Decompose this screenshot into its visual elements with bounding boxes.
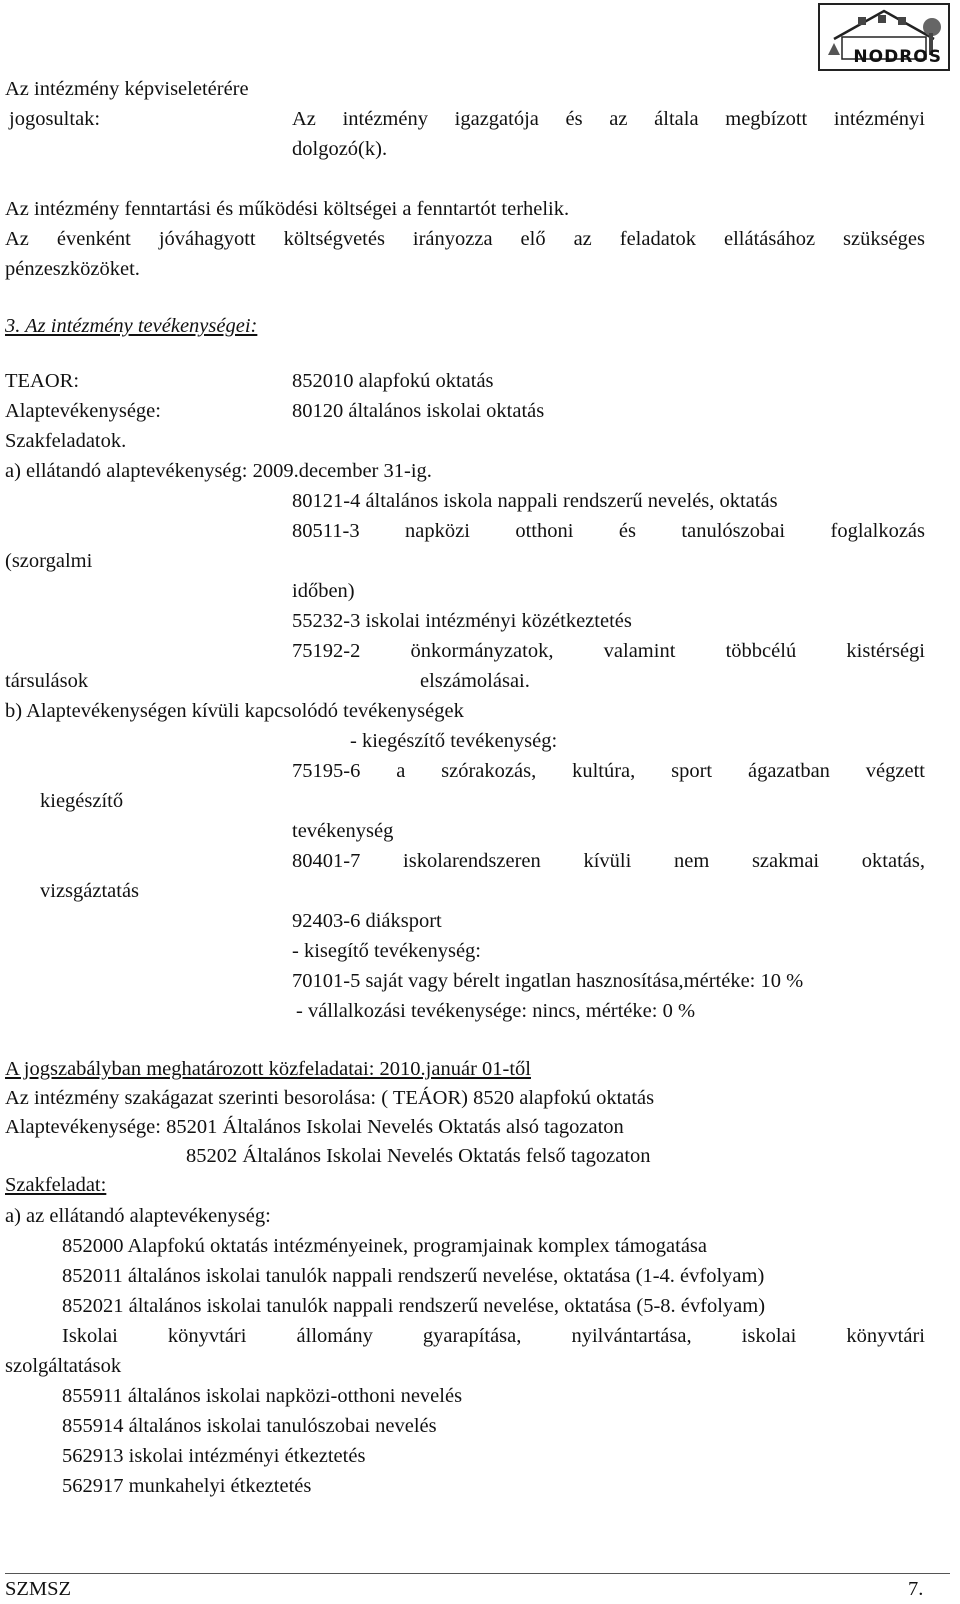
task-80401: 80401-7 iskolarendszeren kívüli nem szakmai oktatás,	[292, 850, 925, 872]
core-activity-value: 80120 általános iskolai oktatás	[292, 400, 545, 422]
task-70101: 70101-5 saját vagy bérelt ingatlan hasznosítása,mértéke: 10 %	[292, 970, 804, 992]
task-92403: 92403-6 diáksport	[292, 910, 442, 932]
task-75192-cont: társulások	[5, 670, 89, 692]
task-80511-cont2: időben)	[292, 580, 355, 602]
tasks-a-line: a) ellátandó alaptevékenység: 2009.december 31-ig.	[5, 460, 432, 482]
teaor-value: 852010 alapfokú oktatás	[292, 370, 494, 392]
task-80511-cont: (szorgalmi	[5, 550, 93, 572]
task-75195-cont2: tevékenység	[292, 820, 394, 842]
authorized-value: Az intézmény igazgatója és az általa megbízott intézményi	[292, 108, 925, 130]
task-80511: 80511-3 napközi otthoni és tanulószobai foglalkozás	[292, 520, 925, 542]
task-852000: 852000 Alapfokú oktatás intézményeinek, programjainak komplex támogatása	[62, 1235, 707, 1257]
section-3-heading: 3. Az intézmény tevékenységei:	[5, 315, 258, 337]
tasks-b-line: b) Alaptevékenységen kívüli kapcsolódó tevékenységek	[5, 700, 464, 722]
task-80401-cont: vizsgáztatás	[40, 880, 140, 902]
task-80121: 80121-4 általános iskola nappali rendszerű nevelés, oktatás	[292, 490, 778, 512]
auxiliary-heading: - kisegítő tevékenység:	[292, 940, 482, 962]
core-activity-2010-upper: 85202 Általános Iskolai Nevelés Oktatás felső tagozaton	[186, 1145, 651, 1167]
school-logo	[818, 3, 950, 71]
library-line-cont: szolgáltatások	[5, 1355, 122, 1377]
footer-divider	[5, 1573, 950, 1574]
core-activity-2010: Alaptevékenysége: 85201 Általános Iskolai Nevelés Oktatás alsó tagozaton	[5, 1116, 624, 1138]
task-562913: 562913 iskolai intézményi étkeztetés	[62, 1445, 366, 1467]
task-75195: 75195-6 a szórakozás, kultúra, sport ágazatban végzett	[292, 760, 925, 782]
supplementary-heading: - kiegészítő tevékenység:	[350, 730, 558, 752]
task-562917: 562917 munkahelyi étkeztetés	[62, 1475, 312, 1497]
footer-doc-name: SZMSZ	[5, 1578, 72, 1600]
budget-line: Az évenként jóváhagyott költségvetés irányozza elő az feladatok ellátásához szükséges	[5, 228, 925, 250]
authorized-value-cont: dolgozó(k).	[292, 138, 388, 160]
task-855914: 855914 általános iskolai tanulószobai nevelés	[62, 1415, 437, 1437]
footer-page-number: 7.	[908, 1578, 924, 1600]
task-75192-cont2: elszámolásai.	[420, 670, 530, 692]
tasks-label: Szakfeladatok.	[5, 430, 127, 452]
public-tasks-heading: A jogszabályban meghatározott közfeladatai: 2010.január 01-től	[5, 1058, 531, 1080]
classification-line: Az intézmény szakágazat szerinti besorolása: ( TEÁOR) 8520 alapfokú oktatás	[5, 1087, 655, 1109]
task-852021: 852021 általános iskolai tanulók nappali rendszerű nevelése, oktatása (5-8. évfolyam)	[62, 1295, 766, 1317]
tasks-a-line-2010: a) az ellátandó alaptevékenység:	[5, 1205, 271, 1227]
budget-line-cont: pénzeszközöket.	[5, 258, 140, 280]
business-activity-line: - vállalkozási tevékenysége: nincs, mértéke: 0 %	[296, 1000, 696, 1022]
task-75195-cont: kiegészítő	[40, 790, 124, 812]
task-label-2010: Szakfeladat:	[5, 1174, 107, 1196]
core-activity-label: Alaptevékenysége:	[5, 400, 161, 422]
task-852011: 852011 általános iskolai tanulók nappali rendszerű nevelése, oktatása (1-4. évfolyam)	[62, 1265, 765, 1287]
library-line: Iskolai könyvtári állomány gyarapítása, nyilvántartása, iskolai könyvtári	[62, 1325, 925, 1347]
representation-line: Az intézmény képviseletérére	[5, 78, 249, 100]
task-75192: 75192-2 önkormányzatok, valamint többcélú kistérségi	[292, 640, 925, 662]
costs-line: Az intézmény fenntartási és működési költségei a fenntartót terhelik.	[5, 198, 570, 220]
authorized-label: jogosultak:	[9, 108, 101, 130]
task-855911: 855911 általános iskolai napközi-otthoni nevelés	[62, 1385, 463, 1407]
teaor-label: TEAOR:	[5, 370, 80, 392]
logo-wordmark: NODROS	[853, 47, 942, 67]
task-55232: 55232-3 iskolai intézményi közétkeztetés	[292, 610, 632, 632]
